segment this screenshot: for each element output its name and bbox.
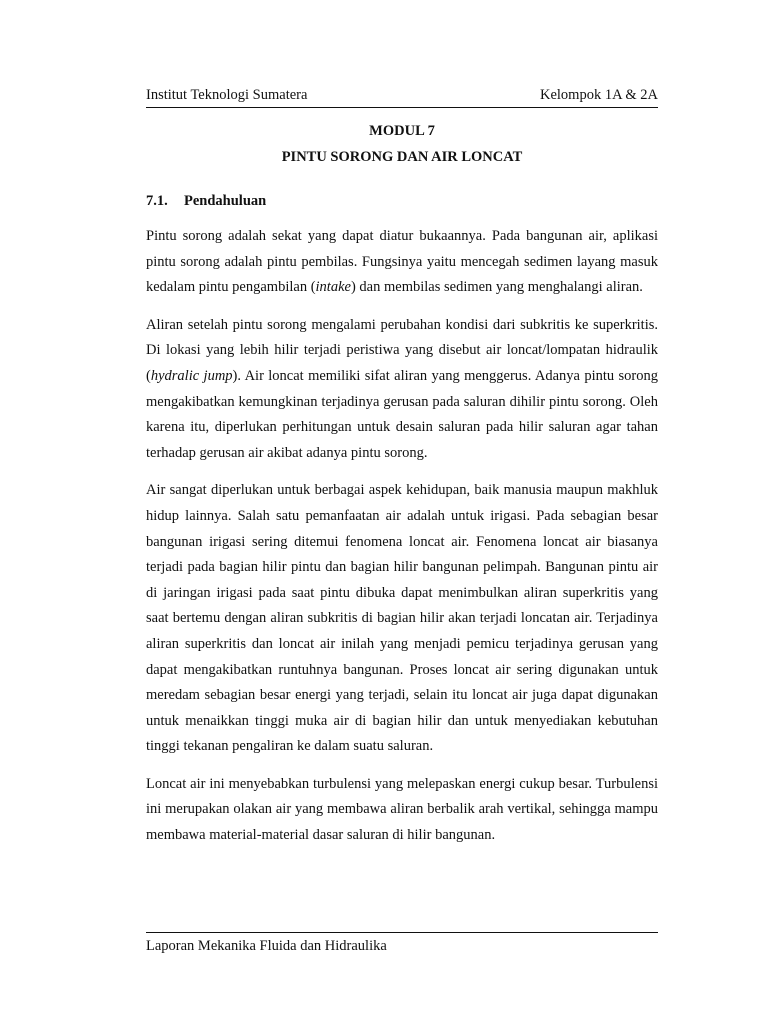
page-header	[146, 85, 658, 108]
paragraph-1-term: intake	[315, 279, 351, 296]
paragraph-1-text-a: Pintu sorong adalah sekat yang dapat diatur bukaannya. Pada bangunan air, aplikasi pintu sorong adalah pintu pembilas. Fungsinya yaitu mencegah sedimen layang masuk kedalam pintu pengambilan (	[146, 228, 658, 296]
title-block	[146, 118, 658, 170]
paragraph-2	[146, 313, 658, 467]
body-text	[146, 224, 658, 849]
page-footer	[146, 932, 658, 955]
section-heading	[146, 193, 266, 210]
section-number: 7.1.	[146, 193, 168, 209]
header-group: Kelompok 1A & 2A	[539, 87, 658, 103]
paragraph-2-text-a: Aliran setelah pintu sorong mengalami perubahan kondisi dari subkritis ke superkritis. Di lokasi yang lebih hilir terjadi peristiwa yang disebut air loncat/lompatan hidraulik (	[146, 316, 658, 384]
paragraph-1	[146, 224, 658, 301]
paragraph-1-text-c: ) dan membilas sedimen yang menghalangi aliran.	[350, 279, 643, 296]
section-title: Pendahuluan	[184, 193, 267, 209]
footer-report: Laporan Mekanika Fluida dan Hidraulika	[146, 938, 387, 954]
module-title: MODUL 7	[369, 123, 435, 139]
header-institution: Institut Teknologi Sumatera	[146, 87, 308, 103]
paragraph-2-term: hydralic jump	[150, 367, 233, 384]
paragraph-4: Loncat air ini menyebabkan turbulensi yang melepaskan energi cukup besar. Turbulensi ini merupakan olakan air yang membawa aliran berbalik arah vertikal, sehingga mampu membawa material-material dasar saluran di hilir bangunan.	[146, 775, 658, 844]
paragraph-2-text-c: ). Air loncat memiliki sifat aliran yang menggerus. Adanya pintu sorong mengakibatkan kemungkinan terjadinya gerusan pada saluran dihilir pintu sorong. Oleh karena itu, diperlukan perhitungan untuk desain saluran pada hilir saluran agar tahan terhadap gerusan air akibat adanya pintu sorong.	[146, 367, 658, 461]
paragraph-3: Air sangat diperlukan untuk berbagai aspek kehidupan, baik manusia maupun makhluk hidup lainnya. Salah satu pemanfaatan air adalah untuk irigasi. Pada sebagian besar bangunan irigasi sering ditemui fenomena loncat air. Fenomena loncat air biasanya terjadi pada bagian hilir pintu dan bagian hilir bangunan pelimpah. Bangunan pintu air di jaringan irigasi pada saat pintu dibuka dapat menimbulkan aliran superkritis yang saat bertemu dengan aliran subkritis di bagian hilir akan terjadi loncatan air. Terjadinya aliran superkritis dan loncat air inilah yang menjadi pemicu terjadinya gerusan yang dapat mengakibatkan runtuhnya bangunan. Proses loncat air sering digunakan untuk meredam sebagian besar energi yang terjadi, selain itu loncat air juga dapat digunakan untuk menaikkan tinggi muka air di bagian hilir dan untuk menyediakan kebutuhan tinggi tekanan pengaliran ke dalam suatu saluran.	[146, 482, 658, 755]
module-topic: PINTU SORONG DAN AIR LONCAT	[281, 149, 523, 165]
